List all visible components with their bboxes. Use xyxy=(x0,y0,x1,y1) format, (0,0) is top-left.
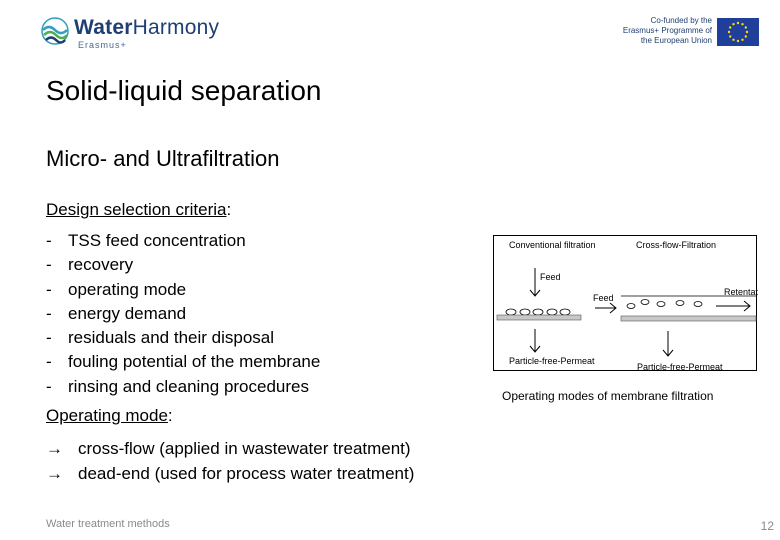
criteria-item-text: residuals and their disposal xyxy=(68,328,275,348)
permeate-arrow-down-icon xyxy=(663,331,673,356)
eu-star-icon xyxy=(732,39,734,41)
operating-mode-heading-text: Operating mode xyxy=(46,406,168,425)
logo-wordmark xyxy=(74,16,219,40)
eu-star-icon xyxy=(745,26,747,28)
list-item xyxy=(46,375,320,399)
eu-cofunded-logo xyxy=(622,16,762,48)
criteria-item-text: recovery xyxy=(68,255,134,275)
list-dash: - xyxy=(46,279,52,299)
list-item xyxy=(46,253,320,277)
operating-mode-heading xyxy=(46,406,173,426)
waterharmony-wave-icon xyxy=(40,16,70,46)
slide-title: Solid-liquid separation xyxy=(46,75,322,106)
dead-end-particles xyxy=(506,309,570,315)
waterharmony-logo xyxy=(40,14,240,48)
figure-left-permeate-label: Particle-free-Permeat xyxy=(509,356,595,366)
filtration-modes-figure xyxy=(493,235,757,371)
logo-name-bold: Water xyxy=(74,16,133,39)
figure-right-title: Cross-flow-Filtration xyxy=(636,240,717,250)
eu-star-icon xyxy=(737,40,739,42)
criteria-item-text: operating mode xyxy=(68,279,187,299)
list-dash: - xyxy=(46,376,52,396)
eu-star-icon xyxy=(741,39,743,41)
criteria-item-text: TSS feed concentration xyxy=(68,231,246,250)
figure-right-feed-label: Feed xyxy=(593,293,614,303)
permeate-arrow-down-icon xyxy=(530,329,540,352)
figure-retentate-label: Retentat xyxy=(724,287,758,297)
eu-star-icon xyxy=(729,35,731,37)
arrow-right-icon: → xyxy=(46,463,63,483)
list-dash: - xyxy=(46,231,52,250)
eu-star-icon xyxy=(737,22,739,24)
eu-cofunded-text: Co-funded by the Erasmus+ Programme of the European Union xyxy=(622,16,712,45)
page-number: 12 xyxy=(760,519,774,533)
retentate-arrow-right-icon xyxy=(716,301,750,311)
figure-caption: Operating modes of membrane filtration xyxy=(502,389,714,403)
eu-flag-icon xyxy=(717,18,759,46)
figure-left-feed-label: Feed xyxy=(540,272,561,282)
list-item xyxy=(46,229,320,253)
slide-subtitle: Micro- and Ultrafiltration xyxy=(46,146,280,171)
feed-arrow-down-icon xyxy=(530,268,540,296)
figure-left-title: Conventional filtration xyxy=(509,240,596,250)
figure-right-permeate-label: Particle-free-Permeat xyxy=(637,362,723,372)
list-item xyxy=(46,326,320,350)
criteria-item-text: rinsing and cleaning procedures xyxy=(68,376,309,396)
eu-star-icon xyxy=(728,31,730,33)
cross-flow-membrane xyxy=(621,316,756,321)
footer-title: Water treatment methods xyxy=(46,518,170,530)
cross-flow-particles xyxy=(627,300,702,309)
operating-mode-list xyxy=(46,437,414,486)
eu-star-icon xyxy=(745,35,747,37)
operating-mode-heading-colon: : xyxy=(167,406,173,425)
criteria-heading xyxy=(46,200,231,220)
dead-end-membrane xyxy=(497,315,581,320)
criteria-item-text: energy demand xyxy=(68,303,187,323)
criteria-item-text: fouling potential of the membrane xyxy=(68,352,321,372)
criteria-heading-text: Design selection criteria xyxy=(46,200,227,219)
list-item xyxy=(46,437,414,462)
logo-subtitle: Erasmus+ xyxy=(78,40,127,50)
arrow-right-icon: → xyxy=(46,439,63,458)
mode-item-text: cross-flow (applied in wastewater treatment) xyxy=(78,439,411,458)
list-item xyxy=(46,462,414,487)
criteria-heading-colon: : xyxy=(226,200,232,219)
list-item xyxy=(46,302,320,326)
criteria-list xyxy=(46,229,320,399)
eu-star-icon xyxy=(746,31,748,33)
list-item xyxy=(46,278,320,302)
eu-star-icon xyxy=(741,23,743,25)
mode-item-text: dead-end (used for process water treatment) xyxy=(78,463,415,483)
list-dash: - xyxy=(46,328,52,348)
eu-star-icon xyxy=(729,26,731,28)
eu-star-icon xyxy=(732,23,734,25)
feed-arrow-right-icon xyxy=(595,303,616,313)
list-item xyxy=(46,350,320,374)
list-dash: - xyxy=(46,352,52,372)
logo-name-light: Harmony xyxy=(132,16,220,39)
list-dash: - xyxy=(46,303,52,323)
list-dash: - xyxy=(46,255,52,275)
